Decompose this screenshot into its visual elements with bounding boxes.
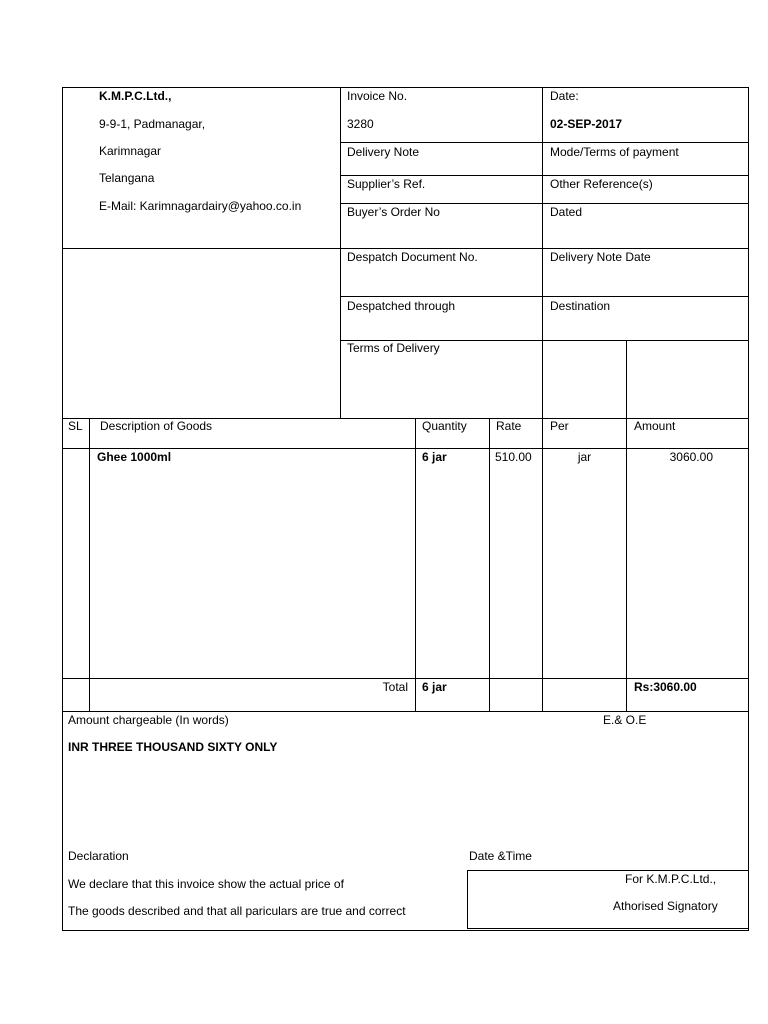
despatch-doc-label: Despatch Document No. xyxy=(347,250,478,264)
divider xyxy=(62,678,749,679)
divider xyxy=(340,296,749,297)
col-quantity: Quantity xyxy=(422,419,467,433)
seller-state: Telangana xyxy=(99,171,155,185)
dated-label: Dated xyxy=(550,205,583,219)
col-amount: Amount xyxy=(634,419,676,433)
date-value: 02-SEP-2017 xyxy=(550,117,623,131)
seller-address: 9-9-1, Padmanagar, xyxy=(99,117,206,131)
amount-words-label: Amount chargeable (In words) xyxy=(68,713,229,727)
col-sl: SL xyxy=(68,419,83,433)
divider xyxy=(62,448,749,449)
other-ref-label: Other Reference(s) xyxy=(550,177,653,191)
divider xyxy=(340,87,341,418)
divider xyxy=(542,340,543,418)
border-left xyxy=(62,87,63,931)
total-quantity: 6 jar xyxy=(422,680,447,694)
item-rate: 510.00 xyxy=(495,450,532,464)
delivery-note-date-label: Delivery Note Date xyxy=(550,250,651,264)
signatory-label: Athorised Signatory xyxy=(613,899,718,913)
seller-email: E-Mail: Karimnagardairy@yahoo.co.in xyxy=(99,199,302,213)
seller-city: Karimnagar xyxy=(99,144,162,158)
item-per: jar xyxy=(577,450,592,464)
divider xyxy=(89,418,90,711)
invoice-no-value: 3280 xyxy=(347,117,374,131)
supplier-ref-label: Supplier’s Ref. xyxy=(347,177,426,191)
signature-for-label: For K.M.P.C.Ltd., xyxy=(625,872,717,886)
amount-words-value: INR THREE THOUSAND SIXTY ONLY xyxy=(68,740,278,754)
divider xyxy=(62,248,749,249)
divider xyxy=(489,418,490,711)
item-quantity: 6 jar xyxy=(422,450,447,464)
border-top xyxy=(62,87,749,88)
divider xyxy=(340,142,749,143)
signature-box xyxy=(467,870,749,929)
col-rate: Rate xyxy=(496,419,522,433)
total-label: Total xyxy=(382,680,408,694)
declaration-line2: The goods described and that all pariculars are true and correct xyxy=(68,904,406,918)
divider xyxy=(340,175,749,176)
declaration-line1: We declare that this invoice show the actual price of xyxy=(68,877,344,891)
item-amount: 3060.00 xyxy=(669,450,713,464)
declaration-label: Declaration xyxy=(68,849,129,863)
col-description: Description of Goods xyxy=(100,419,213,433)
item-description: Ghee 1000ml xyxy=(97,450,172,464)
mode-terms-label: Mode/Terms of payment xyxy=(550,145,679,159)
col-per: Per xyxy=(550,419,569,433)
invoice-document xyxy=(62,87,749,931)
divider xyxy=(542,87,543,340)
delivery-note-label: Delivery Note xyxy=(347,145,420,159)
border-right xyxy=(748,87,749,931)
date-label: Date: xyxy=(550,89,579,103)
date-time-label: Date &Time xyxy=(469,849,532,863)
seller-name: K.M.P.C.Ltd., xyxy=(99,89,172,103)
divider xyxy=(626,340,627,418)
buyer-order-label: Buyer’s Order No xyxy=(347,205,440,219)
terms-delivery-label: Terms of Delivery xyxy=(347,341,440,355)
invoice-no-label: Invoice No. xyxy=(347,89,408,103)
divider xyxy=(340,203,749,204)
eoe-label: E.& O.E xyxy=(603,713,647,727)
divider xyxy=(62,711,749,712)
despatched-through-label: Despatched through xyxy=(347,299,456,313)
total-amount: Rs:3060.00 xyxy=(634,680,697,694)
border-bottom xyxy=(62,930,749,931)
destination-label: Destination xyxy=(550,299,611,313)
divider xyxy=(415,418,416,711)
